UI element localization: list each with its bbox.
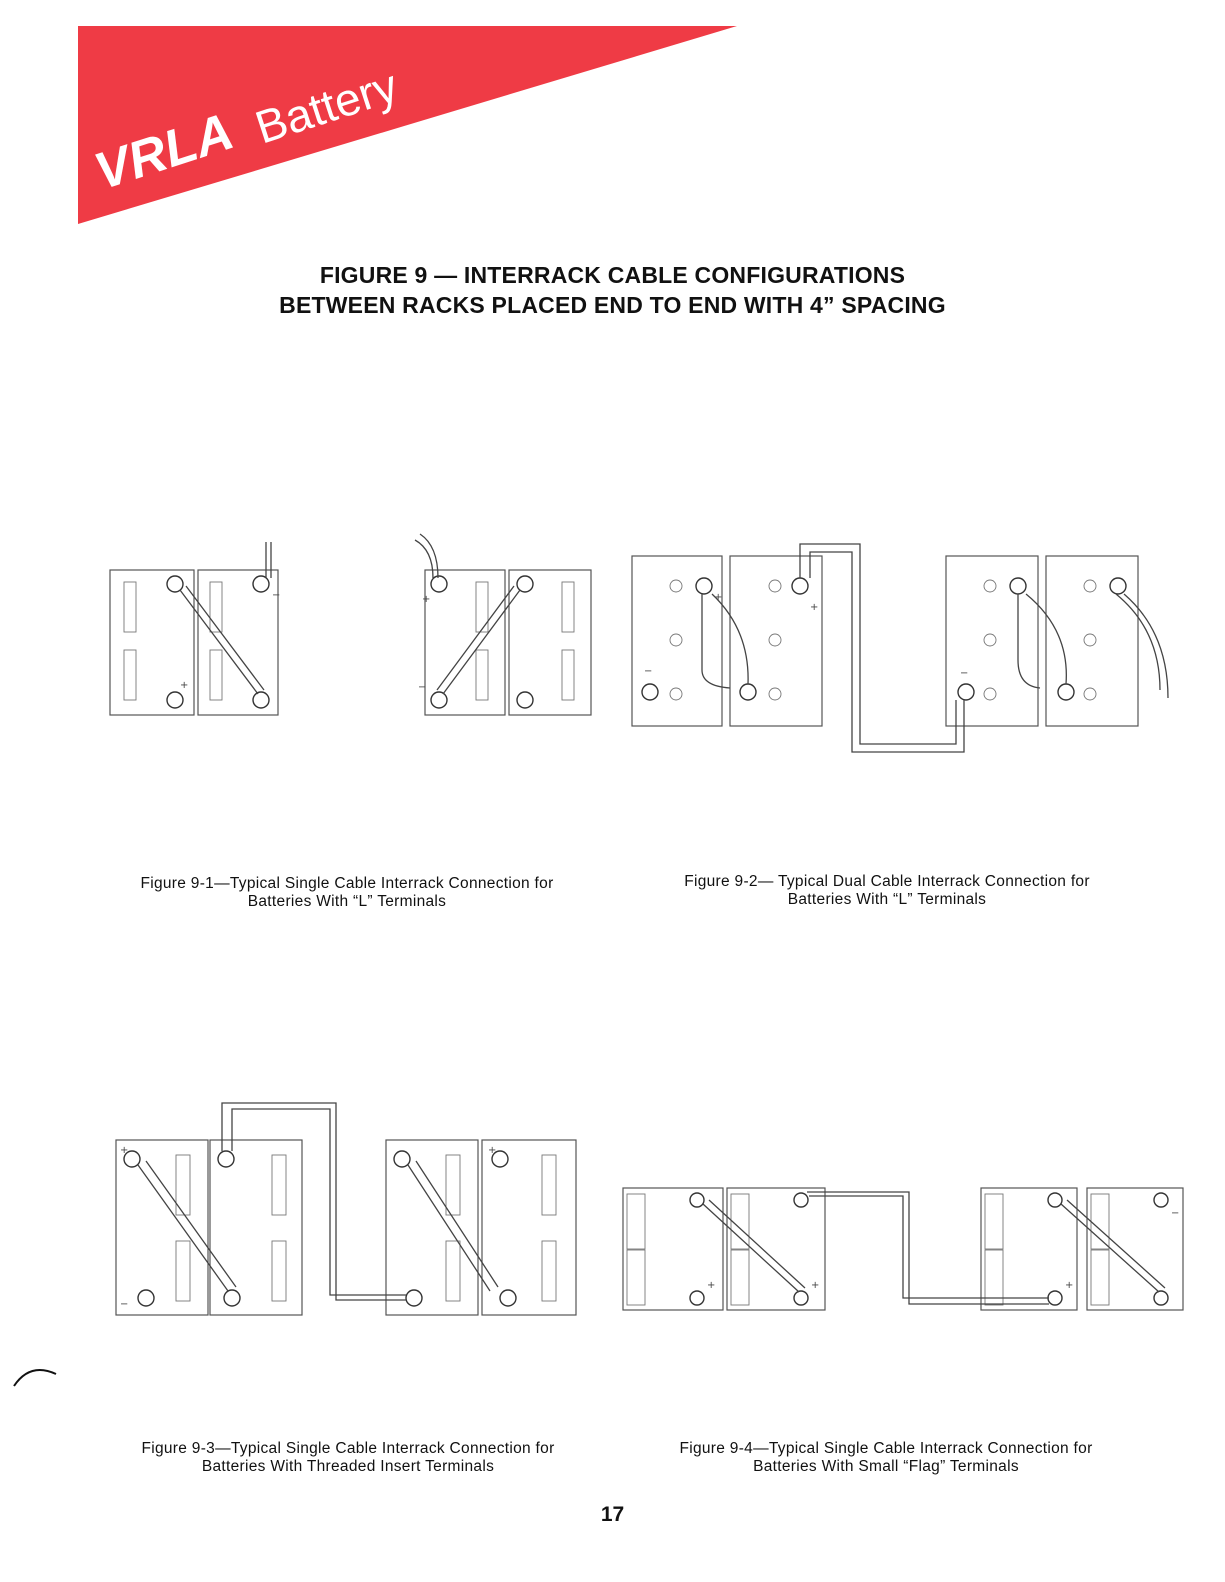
minus-sign: − bbox=[960, 668, 969, 679]
page-number: 17 bbox=[600, 1503, 625, 1526]
caption-line: Batteries With “L” Terminals bbox=[247, 893, 447, 910]
plus-sign: + bbox=[180, 680, 189, 691]
plus-sign: + bbox=[1065, 1280, 1074, 1291]
figure-9-3-caption bbox=[100, 1440, 596, 1476]
figure-9-1-caption bbox=[100, 875, 594, 911]
caption-line: Figure 9-3—Typical Single Cable Interrack Connection for bbox=[141, 1440, 555, 1457]
minus-sign: − bbox=[644, 666, 653, 677]
plus-sign: + bbox=[811, 1280, 820, 1291]
figure-heading-line2: BETWEEN RACKS PLACED END TO END WITH 4” SPACING bbox=[279, 292, 946, 318]
figure-heading-line1: FIGURE 9 — INTERRACK CABLE CONFIGURATIONS bbox=[319, 262, 906, 288]
caption-line: Figure 9-1—Typical Single Cable Interrack Connection for bbox=[140, 875, 554, 892]
figure-9-2-caption bbox=[640, 873, 1134, 909]
caption-line: Batteries With Small “Flag” Terminals bbox=[753, 1458, 1019, 1475]
minus-sign: − bbox=[418, 682, 427, 693]
caption-line: Batteries With Threaded Insert Terminals bbox=[201, 1458, 495, 1475]
caption-line: Batteries With “L” Terminals bbox=[787, 891, 987, 908]
plus-sign: + bbox=[120, 1145, 129, 1156]
caption-line: Figure 9-2— Typical Dual Cable Interrack Connection for bbox=[684, 873, 1090, 890]
figure-9-4-caption bbox=[638, 1440, 1134, 1476]
banner-brand-bold: VRLA bbox=[87, 102, 241, 202]
figure-9-4-diagram bbox=[615, 1180, 1190, 1320]
minus-sign: − bbox=[1171, 1208, 1180, 1219]
plus-sign: + bbox=[810, 602, 819, 613]
plus-sign: + bbox=[707, 1280, 716, 1291]
minus-sign: − bbox=[272, 590, 281, 601]
vrla-battery-banner bbox=[0, 0, 1225, 240]
plus-sign: + bbox=[714, 592, 723, 603]
plus-sign: + bbox=[488, 1145, 497, 1156]
figure-9-1-diagram bbox=[100, 520, 600, 725]
figure-9-2-diagram bbox=[620, 520, 1180, 765]
minus-sign: − bbox=[120, 1299, 129, 1310]
plus-sign: + bbox=[422, 594, 431, 605]
figure-9-3-diagram bbox=[110, 1095, 590, 1325]
caption-line: Figure 9-4—Typical Single Cable Interrack Connection for bbox=[679, 1440, 1093, 1457]
banner-brand-light: Battery bbox=[249, 59, 404, 154]
margin-mark bbox=[10, 1360, 60, 1390]
